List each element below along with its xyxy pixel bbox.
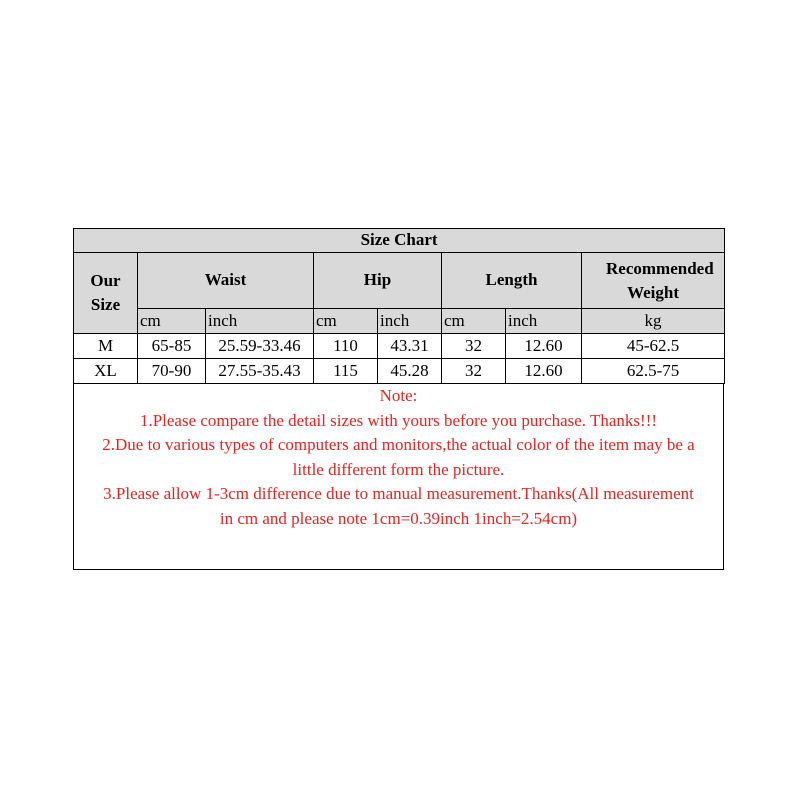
size-chart-table — [73, 228, 725, 384]
unit-waist-cm: cm — [138, 309, 206, 334]
header-recommended-weight: Recommended Weight — [582, 253, 725, 309]
header-hip: Hip — [314, 253, 442, 309]
cell-length-cm: 32 — [442, 359, 506, 384]
cell-waist-inch: 27.55-35.43 — [206, 359, 314, 384]
chart-title: Size Chart — [74, 229, 725, 253]
cell-waist-cm: 70-90 — [138, 359, 206, 384]
note-heading: Note: — [379, 386, 418, 405]
cell-weight-kg: 45-62.5 — [582, 334, 725, 359]
cell-waist-cm: 65-85 — [138, 334, 206, 359]
unit-hip-inch: inch — [378, 309, 442, 334]
note-line-1: 1.Please compare the detail sizes with yours before you purchase. Thanks!!! — [139, 410, 658, 430]
note-line-2b: little different form the picture. — [292, 459, 505, 479]
table-row-m — [74, 334, 725, 359]
unit-hip-cm: cm — [314, 309, 378, 334]
notes-section — [74, 384, 723, 531]
cell-size: M — [74, 334, 138, 359]
unit-length-inch: inch — [506, 309, 582, 334]
unit-length-cm: cm — [442, 309, 506, 334]
header-our-size: Our Size — [74, 253, 138, 334]
size-chart — [73, 228, 724, 570]
cell-length-inch: 12.60 — [506, 334, 582, 359]
unit-weight-kg: kg — [582, 309, 725, 334]
note-line-3a: 3.Please allow 1-3cm difference due to manual measurement.Thanks(All measurement — [103, 484, 694, 503]
note-line-2a: 2.Due to various types of computers and monitors,the actual color of the item may be a — [102, 435, 695, 454]
table-row-xl — [74, 359, 725, 384]
cell-weight-kg: 62.5-75 — [582, 359, 725, 384]
header-waist: Waist — [138, 253, 314, 309]
header-length: Length — [442, 253, 582, 309]
cell-hip-cm: 110 — [314, 334, 378, 359]
cell-waist-inch: 25.59-33.46 — [206, 334, 314, 359]
cell-length-inch: 12.60 — [506, 359, 582, 384]
cell-hip-inch: 45.28 — [378, 359, 442, 384]
note-line-3b: in cm and please note 1cm=0.39inch 1inch=2.54cm) — [219, 508, 578, 528]
cell-hip-cm: 115 — [314, 359, 378, 384]
cell-length-cm: 32 — [442, 334, 506, 359]
cell-size: XL — [74, 359, 138, 384]
unit-waist-inch: inch — [206, 309, 314, 334]
cell-hip-inch: 43.31 — [378, 334, 442, 359]
